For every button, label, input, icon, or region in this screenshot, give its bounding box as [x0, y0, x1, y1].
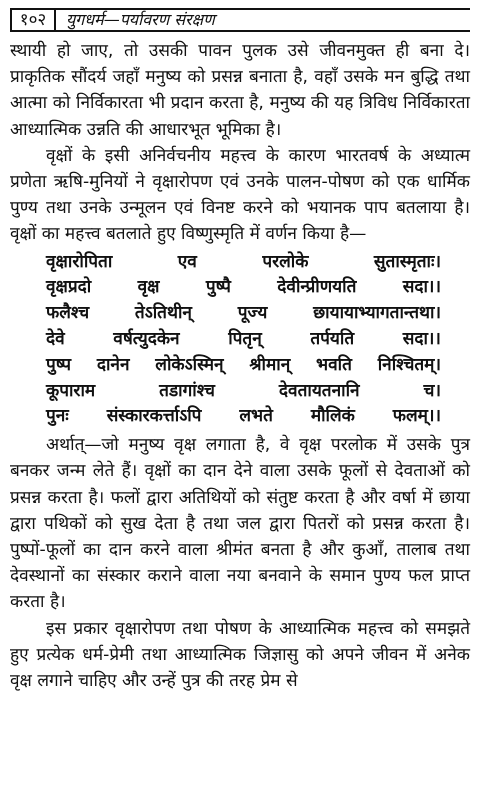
- verse-word: फलम्।।: [392, 406, 441, 427]
- paragraph-3: अर्थात्—जो मनुष्य वृक्ष लगाता है, वे वृक्ष परलोक में उसके पुत्र बनकर जन्म लेते हैं। वृक्षों का दान देने वाला उसके फूलों से देवताओं को प्रसन्न करता है। फलों द्वारा अतिथियों को संतुष्ट करता है और वर्षा में छाया द्वारा पथिकों को सुख देता है तथा जल द्वारा पितरों को प्रसन्न करता है। पुष्पों-फूलों का दान करने वाला श्रीमंत बनता है और कुआँ, तालाब तथा देवस्थानों का संस्कार कराने वाला नया बनवाने के समान पुण्य फल प्राप्त करता है।: [10, 435, 470, 613]
- verse-line: [46, 250, 441, 276]
- verse-word: परलोके: [262, 251, 309, 272]
- verse-line: [46, 327, 441, 353]
- verse-word: छायायाभ्यागतान्तथा।: [313, 303, 441, 324]
- verse-word: वृक्षारोपिता: [46, 251, 113, 272]
- verse-word: पुष्पै: [205, 277, 231, 298]
- verse-word: देवे: [46, 329, 65, 350]
- verse-word: पुष्प: [46, 354, 72, 375]
- running-title: युगधर्म—पर्यावरण संरक्षण: [56, 8, 470, 32]
- verse-line: [46, 301, 441, 327]
- verse-word: देवीन्प्रीणयति: [277, 277, 357, 298]
- verse-word: पितृन्: [228, 329, 262, 350]
- verse-word: एव: [177, 251, 197, 272]
- verse-word: वृक्ष: [137, 277, 160, 298]
- verse-word: लभते: [239, 406, 273, 427]
- verse-word: वर्षत्युदकेन: [113, 329, 180, 350]
- page-number: १०२: [10, 8, 56, 32]
- paragraph-2: वृक्षों के इसी अनिर्वचनीय महत्त्व के कारण भारतवर्ष के अध्यात्म प्रणेता ऋषि-मुनियों ने वृक्षारोपण एवं उनके पालन-पोषण को एक धार्मिक पुण्य तथा उनके उन्मूलन एवं विनष्ट करने को भयानक पाप बतलाया है। वृक्षों का महत्त्व बतलाते हुए विष्णुस्मृति में वर्णन किया है—: [10, 145, 470, 245]
- verse-word: पूज्य: [237, 303, 268, 324]
- verse-word: निश्चितम्।: [377, 354, 441, 375]
- verse-word: तडागांश्च: [159, 380, 215, 401]
- verse-word: तर्पयति: [310, 329, 355, 350]
- verse-word: तेऽतिथीन्: [134, 303, 192, 324]
- sanskrit-verse: [46, 250, 441, 431]
- verse-word: वृक्षप्रदो: [46, 277, 92, 298]
- verse-word: संस्कारकर्त्ताऽपि: [106, 406, 202, 427]
- verse-word: मौलिकं: [310, 406, 355, 427]
- verse-line: [46, 379, 441, 405]
- verse-line: [46, 275, 441, 301]
- verse-word: दानेन: [96, 354, 130, 375]
- verse-word: भवति: [316, 354, 352, 375]
- verse-line: [46, 404, 441, 430]
- paragraph-4: इस प्रकार वृक्षारोपण तथा पोषण के आध्यात्मिक महत्त्व को समझते हुए प्रत्येक धर्म-प्रेमी तथा आध्यात्मिक जिज्ञासु को अपने जीवन में अनेक वृक्ष लगाने चाहिए और उन्हें पुत्र की तरह प्रेम से: [10, 618, 470, 692]
- verse-word: देवतायतनानि: [278, 380, 360, 401]
- verse-word: सुतास्मृताः।: [373, 251, 441, 272]
- verse-word: लोकेऽस्मिन्: [155, 354, 224, 375]
- verse-word: फलैश्च: [46, 303, 90, 324]
- verse-word: सदा।।: [402, 329, 441, 350]
- verse-word: सदा।।: [402, 277, 441, 298]
- page-body: [10, 38, 470, 694]
- verse-word: श्रीमान्: [249, 354, 291, 375]
- verse-word: कूपाराम: [46, 380, 96, 401]
- verse-word: च।: [423, 380, 441, 401]
- verse-word: पुनः: [46, 406, 69, 427]
- verse-line: [46, 353, 441, 379]
- page-header: [10, 8, 470, 32]
- paragraph-1: स्थायी हो जाए, तो उसकी पावन पुलक उसे जीवनमुक्त ही बना दे। प्राकृतिक सौंदर्य जहाँ मनुष्य को प्रसन्न बनाता है, वहाँ उसके मन बुद्धि तथा आत्मा को निर्विकारता भी प्रदान करता है, मनुष्य की यह त्रिविध निर्विकारता आध्यात्मिक उन्नति की आधारभूत भूमिका है।: [10, 41, 470, 140]
